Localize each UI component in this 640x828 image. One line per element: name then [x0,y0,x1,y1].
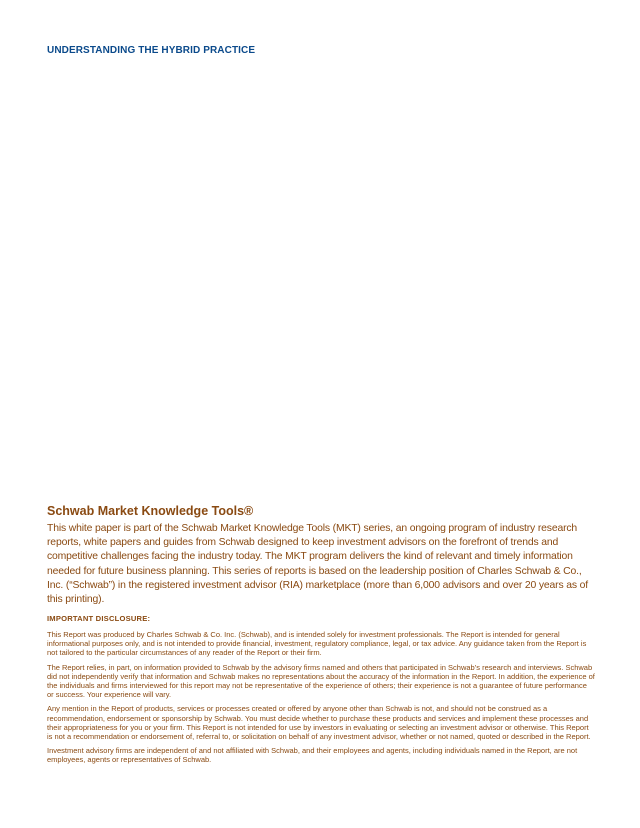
running-header: UNDERSTANDING THE HYBRID PRACTICE [47,45,256,56]
disclosure-paragraph-reliance: The Report relies, in part, on information provided to Schwab by the advisory firms named and others that participated in Schwab’s research and interviews. Schwab did not independently verify that information and Schwab makes no representations about the accuracy of the information in the Report. In addition, the experience of the individuals and firms interviewed for this report may not be representative of the experience of others; their experience is not a guarantee of future performance or success. Your experience will vary. [47,662,595,700]
disclosure-section [47,614,595,770]
disclosure-heading: IMPORTANT DISCLOSURE: [47,614,151,623]
disclosure-paragraph-endorsement: Any mention in the Report of products, services or processes created or offered by anyone other than Schwab is not, and should not be construed as a recommendation, endorsement or sponsorship by Schwab. You must decide whether to purchase these products and services and implement these processes and their appropriateness for you or your firm. This Report is not intended for use by investors in evaluating or selecting an investment advisor or otherwise. This Report is not a recommendation or endorsement of, referral to, or solicitation on behalf of any investment advisor, whether or not named, quoted or described in the Report. [47,704,591,742]
disclosure-paragraph-purpose: This Report was produced by Charles Schwab & Co. Inc. (Schwab), and is intended solely for investment professionals. The Report is intended for general informational purposes only, and is not intended to provide financial, investment, regulatory compliance, legal, or tax advice. Any guidance taken from the Report is not tailored to the particular circumstances of any reader of the Report or their firm. [47,630,587,658]
disclosure-paragraph-independence: Investment advisory firms are independent of and not affiliated with Schwab, and their employees and agents, including individuals named in the Report, are not employees, agents or representatives of Schwab. [47,746,578,765]
mkt-section [47,504,595,607]
mkt-title: Schwab Market Knowledge Tools® [47,504,254,518]
mkt-body: This white paper is part of the Schwab Market Knowledge Tools (MKT) series, an ongoing program of industry research reports, white papers and guides from Schwab designed to keep investment advisors on the forefront of trends and competitive challenges facing the industry today. The MKT program delivers the kind of relevant and timely information needed for future business planning. This series of reports is based on the leadership position of Charles Schwab & Co., Inc. (“Schwab”) in the registered investment advisor (RIA) marketplace (more than 6,000 advisors and over 20 years as of this printing). [47,523,589,606]
